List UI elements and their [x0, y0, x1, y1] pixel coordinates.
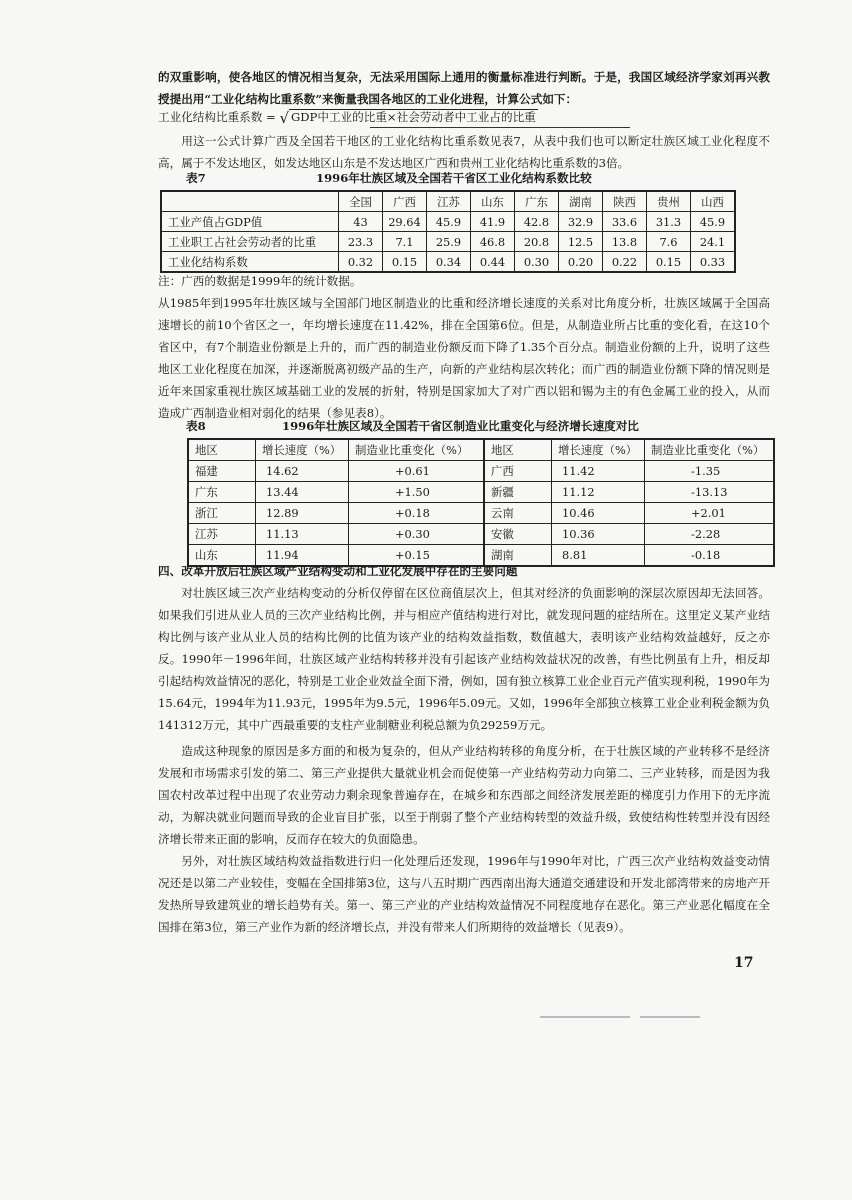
table7-cell: 23.3 [339, 232, 383, 252]
table8-cell-region: 江苏 [188, 524, 256, 545]
table7-col-header: 全国 [339, 191, 383, 212]
section-4-p3-text: 另外，对壮族区域结构效益指数进行归一化处理后还发现，1996年与1990年对比，广西三次产业结构效益变动情况还是以第二产业较佳，变幅在全国排第3位，这与八五时期广西西南出海大通道交通建设和开发北部湾带来的房地产开发热所导致建筑业的增长趋势有关。第一、第三产业的产业结构效益情况不同程度地存在恶化。第三产业恶化幅度在全国排在第3位，第三产业作为新的经济增长点，并没有带来人们所期待的效益增长（见表9）。 [158, 854, 770, 934]
formula-label: 工业化结构比重系数 = [158, 110, 280, 124]
section-4-paragraph-3 [158, 850, 770, 938]
table8-cell-region: 广东 [188, 482, 256, 503]
table8-cell-change: -13.13 [645, 482, 775, 503]
table-row [188, 461, 774, 482]
table7-row-header: 工业产值占GDP值 [161, 212, 339, 232]
table7-cell: 12.5 [559, 232, 603, 252]
table7-cell: 0.44 [471, 252, 515, 273]
table7-cell: 0.15 [383, 252, 427, 273]
section-4-paragraph-2 [158, 740, 770, 850]
table7-cell: 0.30 [515, 252, 559, 273]
table8-title: 1996年壮族区域及全国若干省区制造业比重变化与经济增长速度对比 [282, 419, 639, 433]
table7-col-header: 湖南 [559, 191, 603, 212]
section-4-paragraph-1 [158, 582, 770, 736]
table7-cell: 7.6 [647, 232, 691, 252]
table7-cell: 24.1 [691, 232, 736, 252]
table8-col-header: 增长速度（%） [552, 439, 645, 461]
table8-col-header: 地区 [188, 439, 256, 461]
table8-cell-change: -0.18 [645, 545, 775, 567]
table8-cell-growth: 11.94 [256, 545, 349, 567]
table8-cell-region: 山东 [188, 545, 256, 567]
table8-cell-region: 浙江 [188, 503, 256, 524]
table7-cell: 29.64 [383, 212, 427, 232]
table7-cell: 0.15 [647, 252, 691, 273]
table7-col-header: 山东 [471, 191, 515, 212]
table8-col-header: 地区 [484, 439, 552, 461]
table8-cell-region: 安徽 [484, 524, 552, 545]
page-number: 17 [734, 955, 754, 971]
formula-underline [370, 127, 630, 128]
table7-cell: 0.20 [559, 252, 603, 273]
table8-cell-change: +0.30 [349, 524, 485, 545]
formula [158, 108, 538, 127]
table8-cell-region: 新疆 [484, 482, 552, 503]
table7-col-header: 贵州 [647, 191, 691, 212]
table7-cell: 0.34 [427, 252, 471, 273]
section-4-p2-text: 造成这种现象的原因是多方面的和极为复杂的，但从产业结构转移的角度分析，在于壮族区域的产业转移不是经济发展和市场需求引发的第二、第三产业提供大量就业机会而促使第一产业结构劳动力向第二、三产业转移，而是因为我国农村改革过程中出现了农业劳动力剩余现象普遍存在，在城乡和东西部之间经济发展差距的梯度引力作用下的无序流动，为解决就业问题而导致的企业盲目扩张，以至于削弱了整个产业结构转型的效益升级，致使结构性转型并没有因经济增长带来正面的影响，反而存在较大的负面隐患。 [158, 744, 770, 846]
table7-col-header: 山西 [691, 191, 736, 212]
paragraph-2 [158, 292, 770, 424]
table8-cell-change: -2.28 [645, 524, 775, 545]
table8-cell-region: 云南 [484, 503, 552, 524]
table8-cell-growth: 10.46 [552, 503, 645, 524]
table8-cell-growth: 8.81 [552, 545, 645, 567]
table7-cell: 45.9 [691, 212, 736, 232]
table-row [188, 503, 774, 524]
table7-row-header: 工业化结构系数 [161, 252, 339, 273]
table-row [188, 524, 774, 545]
intro-paragraph [158, 66, 770, 110]
table8-col-header: 制造业比重变化（%） [349, 439, 485, 461]
table7-title: 1996年壮族区域及全国若干省区工业化结构系数比较 [316, 171, 592, 185]
table7-col-header: 陕西 [603, 191, 647, 212]
table7-note: 注：广西的数据是1999年的统计数据。 [158, 274, 362, 288]
table-row [188, 482, 774, 503]
table8-cell-region: 湖南 [484, 545, 552, 567]
table7-cell: 13.8 [603, 232, 647, 252]
table7-col-header: 广东 [515, 191, 559, 212]
table7-cell: 41.9 [471, 212, 515, 232]
table8-col-header: 增长速度（%） [256, 439, 349, 461]
table7-cell: 32.9 [559, 212, 603, 232]
intro-text: 的双重影响，使各地区的情况相当复杂，无法采用国际上通用的衡量标准进行判断。于是，我国区域经济学家刘再兴教授提出用“工业化结构比重系数”来衡量我国各地区的工业化进程，计算公式如下： [158, 70, 770, 106]
table8-cell-change: +1.50 [349, 482, 485, 503]
table7-cell: 0.22 [603, 252, 647, 273]
table7-cell: 0.33 [691, 252, 736, 273]
table7-cell: 7.1 [383, 232, 427, 252]
table7-col-header: 广西 [383, 191, 427, 212]
scan-artifact [640, 1016, 700, 1018]
table7-cell: 25.9 [427, 232, 471, 252]
table7-label: 表7 [186, 171, 206, 185]
table8-cell-change: -1.35 [645, 461, 775, 482]
paragraph-1-text: 用这一公式计算广西及全国若干地区的工业化结构比重系数见表7，从表中我们也可以断定壮族区域工业化程度不高，属于不发达地区，如发达地区山东是不发达地区广西和贵州工业化结构比重系数的3倍。 [158, 134, 770, 170]
paragraph-1 [158, 130, 770, 174]
table8-cell-region: 福建 [188, 461, 256, 482]
table7-cell: 33.6 [603, 212, 647, 232]
table7-header-row [161, 191, 735, 212]
formula-radicand: GDP中工业的比重×社会劳动者中工业占的比重 [291, 110, 536, 124]
sqrt-icon: √ [279, 109, 289, 127]
table8-cell-growth: 14.62 [256, 461, 349, 482]
table7-row-header: 工业职工占社会劳动者的比重 [161, 232, 339, 252]
table7-cell: 43 [339, 212, 383, 232]
table7-corner [161, 191, 339, 212]
table8-cell-change: +0.18 [349, 503, 485, 524]
table7-cell: 20.8 [515, 232, 559, 252]
table-row [161, 212, 735, 232]
table-8 [187, 438, 775, 567]
table8-header-row [188, 439, 774, 461]
table8-cell-growth: 11.13 [256, 524, 349, 545]
table8-cell-growth: 11.42 [552, 461, 645, 482]
section-4-p1-text: 对壮族区域三次产业结构变动的分析仅停留在区位商值层次上，但其对经济的负面影响的深层次原因却无法回答。如果我们引进从业人员的三次产业结构比例，并与相应产值结构进行对比，就发现问题的症结所在。这里定义某产业结构比例与该产业从业人员的结构比例的比值为该产业的结构效益指数，数值越大，表明该产业结构效益越好，反之亦反。1990年－1996年间，壮族区域产业结构转移并没有引起该产业结构效益状况的改善，有些比例虽有上升，相反却引起结构效益情况的恶化，特别是工业企业效益全面下滑，例如，国有独立核算工业企业百元产值实现利税，1990年为15.64元，1994年为11.93元，1995年为9.5元，1996年5.09元。又如，1996年全部独立核算工业企业利税金额为负141312万元，其中广西最重要的支柱产业制糖业利税总额为负29259万元。 [158, 586, 770, 732]
table7-col-header: 江苏 [427, 191, 471, 212]
table8-cell-growth: 11.12 [552, 482, 645, 503]
section-4-heading: 四、改革开放后壮族区域产业结构变动和工业化发展中存在的主要问题 [158, 564, 518, 578]
table-row [161, 232, 735, 252]
table-row [161, 252, 735, 273]
table8-cell-change: +0.61 [349, 461, 485, 482]
table7-cell: 0.32 [339, 252, 383, 273]
table8-label: 表8 [186, 419, 206, 433]
table7-cell: 45.9 [427, 212, 471, 232]
table8-col-header: 制造业比重变化（%） [645, 439, 775, 461]
scan-artifact [540, 1016, 630, 1018]
table7-cell: 42.8 [515, 212, 559, 232]
table8-cell-change: +0.15 [349, 545, 485, 567]
table7-cell: 31.3 [647, 212, 691, 232]
table8-cell-region: 广西 [484, 461, 552, 482]
table8-cell-growth: 12.89 [256, 503, 349, 524]
table8-cell-change: +2.01 [645, 503, 775, 524]
table7-cell: 46.8 [471, 232, 515, 252]
paragraph-2-text: 从1985年到1995年壮族区域与全国部门地区制造业的比重和经济增长速度的关系对比角度分析，壮族区域属于全国高速增长的前10个省区之一，年均增长速度在11.42%，排在全国第6位。但是，从制造业所占比重的变化看，在这10个省区中，有7个制造业份额是上升的，而广西的制造业份额反而下降了1.35个百分点。制造业份额的上升，说明了这些地区工业化程度在加深，并逐渐脱离初级产品的生产，向新的产业结构层次转化；而广西的制造业份额下降的情况则是近年来国家重视壮族区域基础工业的发展的折射，特别是国家加大了对广西以铝和锡为主的有色金属工业的投入，从而造成广西制造业相对弱化的结果（参见表8）。 [158, 296, 770, 420]
table8-cell-growth: 13.44 [256, 482, 349, 503]
table-7 [160, 190, 736, 273]
formula-sqrt [279, 108, 537, 127]
table8-cell-growth: 10.36 [552, 524, 645, 545]
